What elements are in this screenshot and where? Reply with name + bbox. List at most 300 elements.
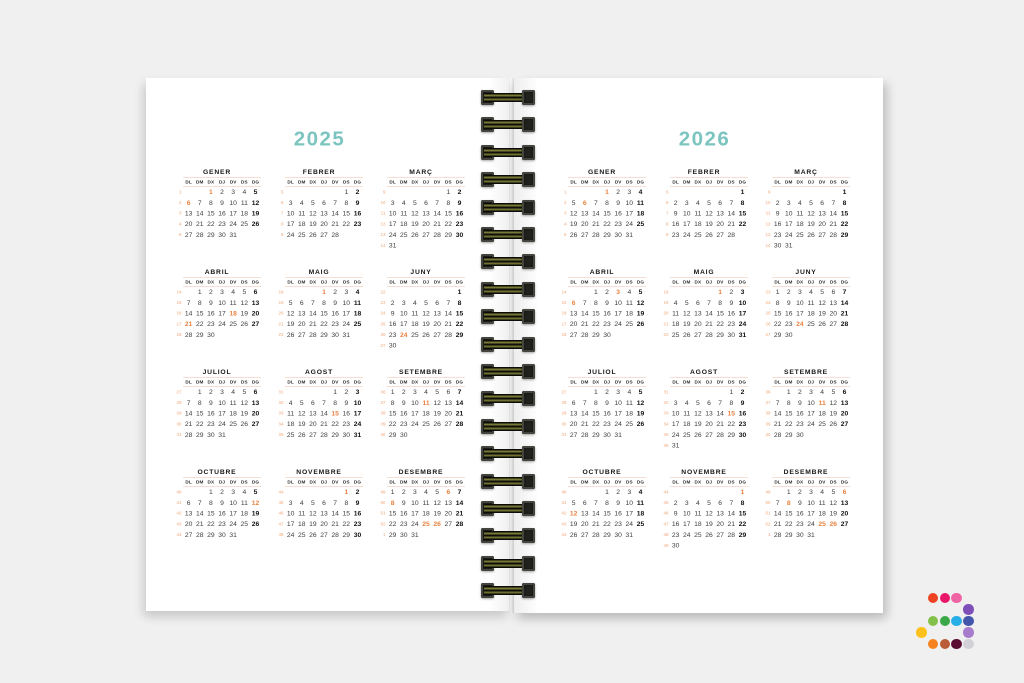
day-cell: 29	[331, 430, 339, 439]
calendar-week-row	[762, 240, 850, 251]
day-cell: 30	[399, 530, 408, 539]
day-cell: 14	[592, 509, 600, 517]
day-cell: 24	[796, 320, 804, 328]
week-number: 40	[176, 489, 182, 495]
day-cell: 25	[297, 530, 306, 539]
day-cell: 9	[797, 398, 802, 407]
weekday-label: DX	[694, 479, 702, 485]
week-number: 40	[380, 432, 386, 438]
week-number: 25	[380, 321, 386, 327]
day-cell: 7	[831, 198, 836, 207]
day-cell: 14	[195, 209, 204, 217]
day-cell: 20	[184, 520, 193, 528]
week-number: 5	[280, 189, 284, 195]
day-cell: 8	[390, 498, 395, 507]
day-cell: 17	[388, 220, 397, 228]
calendar-week-row	[762, 187, 850, 198]
calendar-week-row	[173, 397, 261, 408]
day-cell: 12	[829, 498, 838, 507]
day-cell: 2	[220, 488, 224, 496]
day-cell: 14	[580, 309, 589, 317]
calendar-week-row	[762, 329, 850, 340]
weekday-label: DJ	[807, 379, 815, 385]
weekday-label: DX	[592, 379, 600, 385]
calendar-week-row	[558, 187, 646, 198]
day-cell: 22	[195, 420, 204, 428]
day-cell: 19	[829, 409, 838, 417]
weekday-label: DX	[309, 479, 317, 485]
day-cell: 18	[807, 309, 815, 317]
day-cell: 28	[840, 320, 849, 328]
day-cell: 15	[784, 509, 793, 517]
day-cell: 16	[738, 409, 747, 417]
day-cell: 22	[592, 420, 600, 428]
day-cell: 12	[251, 498, 260, 507]
day-cell: 23	[603, 420, 611, 428]
week-number: 36	[663, 442, 669, 448]
weekday-label: DL	[570, 279, 577, 285]
day-cell: 24	[411, 420, 419, 428]
day-cell: 18	[240, 509, 249, 517]
calendar-week-row	[275, 487, 363, 498]
week-number: 43	[176, 521, 182, 527]
weekday-label: DV	[433, 179, 441, 185]
day-cell: 28	[592, 530, 600, 539]
weekday-label: DL	[389, 179, 396, 185]
weekday-label: DG	[353, 179, 362, 185]
weekday-header-row	[387, 478, 465, 486]
spiral-coil	[481, 474, 535, 489]
day-cell: 18	[422, 409, 430, 417]
calendar-week-row	[377, 408, 465, 419]
day-cell: 14	[184, 309, 193, 317]
weekday-label: DX	[309, 379, 317, 385]
weekday-label: DJ	[422, 279, 430, 285]
day-cell: 28	[716, 430, 724, 439]
day-cell: 17	[671, 420, 680, 428]
weekday-header-row	[772, 278, 850, 286]
week-number: 51	[765, 510, 771, 516]
week-number: 46	[278, 510, 284, 516]
weekday-label: DS	[625, 279, 633, 285]
weekday-label: DX	[411, 179, 419, 185]
day-cell: 23	[331, 320, 339, 328]
day-cell: 4	[231, 388, 236, 396]
coil-end-right	[522, 309, 535, 324]
day-cell: 15	[592, 309, 600, 317]
weekday-label: DM	[785, 379, 793, 385]
day-cell: 2	[616, 188, 621, 196]
week-number: 27	[561, 389, 567, 395]
weekday-label: DM	[581, 379, 589, 385]
day-cell: 16	[727, 309, 736, 317]
weekday-label: DJ	[603, 179, 611, 185]
day-cell: 23	[399, 420, 408, 428]
day-cell: 2	[797, 488, 802, 496]
mini-calendar-2025-febrer	[275, 168, 363, 240]
day-cell: 9	[605, 398, 609, 407]
day-cell: 17	[625, 509, 634, 517]
day-cell: 30	[331, 330, 339, 339]
week-number: 1	[178, 189, 182, 195]
weekday-header-row	[670, 378, 748, 386]
calendar-week-row	[173, 419, 261, 430]
coil-end-right	[522, 172, 535, 187]
spiral-coil	[481, 364, 535, 379]
day-cell: 2	[401, 388, 406, 396]
logo-dot-green	[940, 616, 951, 627]
calendar-week-row	[173, 508, 261, 519]
week-number: 42	[561, 510, 567, 516]
day-cell: 31	[625, 530, 634, 539]
day-cell: 3	[288, 498, 293, 507]
day-cell: 1	[740, 188, 745, 196]
day-cell: 24	[399, 330, 408, 339]
day-cell: 16	[331, 309, 339, 317]
day-cell: 20	[840, 509, 849, 517]
day-cell: 3	[231, 488, 236, 496]
day-cell: 29	[603, 230, 611, 239]
day-cell: 27	[309, 430, 317, 439]
calendar-week-row	[173, 208, 261, 219]
day-cell: 3	[809, 488, 813, 496]
day-cell: 21	[320, 420, 328, 428]
weekday-label: DS	[727, 179, 735, 185]
day-cell: 23	[218, 520, 226, 528]
weekday-label: DS	[829, 179, 837, 185]
calendar-week-row	[275, 219, 363, 230]
day-cell: 28	[184, 430, 193, 439]
month-name: MAIG	[308, 268, 330, 276]
day-cell: 23	[603, 320, 611, 328]
month-name: NOVEMBRE	[681, 468, 727, 476]
calendar-week-row	[558, 297, 646, 308]
day-cell: 30	[388, 341, 397, 350]
weekday-label: DV	[614, 279, 622, 285]
day-cell: 4	[809, 288, 813, 296]
weekday-label: DJ	[218, 379, 226, 385]
day-cell: 15	[207, 209, 215, 217]
calendar-week-row	[173, 329, 261, 340]
day-cell: 14	[195, 509, 204, 517]
day-cell: 28	[455, 420, 464, 428]
day-cell: 12	[411, 209, 419, 217]
day-cell: 9	[740, 398, 745, 407]
weekday-label: DV	[433, 279, 441, 285]
weekday-label: DX	[694, 179, 702, 185]
weekday-header-row	[772, 478, 850, 486]
day-cell: 25	[625, 320, 634, 328]
calendar-week-row	[173, 197, 261, 208]
day-cell: 5	[571, 198, 576, 207]
day-cell: 26	[433, 520, 441, 528]
day-cell: 5	[707, 498, 711, 507]
calendar-week-row	[377, 308, 465, 319]
weekday-label: DS	[625, 379, 633, 385]
year-title-left: 2025	[293, 127, 346, 150]
day-cell: 20	[309, 420, 317, 428]
day-cell: 28	[727, 230, 736, 239]
day-cell: 29	[195, 330, 204, 339]
day-cell: 11	[796, 209, 804, 217]
day-cell: 16	[671, 520, 680, 528]
mini-calendar-2025-juliol	[173, 368, 261, 440]
day-cell: 5	[638, 288, 643, 296]
weekday-label: DJ	[807, 279, 815, 285]
day-cell: 24	[388, 230, 397, 239]
day-cell: 26	[251, 220, 260, 228]
spiral-coil	[481, 583, 535, 598]
day-cell: 22	[603, 220, 611, 228]
calendar-week-row	[377, 397, 465, 408]
week-number: 24	[380, 310, 386, 316]
calendar-week-row	[762, 408, 850, 419]
day-cell: 22	[773, 320, 782, 328]
calendar-week-row	[173, 408, 261, 419]
week-number: 5	[665, 189, 669, 195]
day-cell: 5	[695, 398, 700, 407]
day-cell: 8	[390, 398, 395, 407]
day-cell: 9	[401, 398, 406, 407]
day-cell: 28	[195, 230, 204, 239]
calendar-week-row	[558, 319, 646, 330]
day-cell: 12	[636, 298, 645, 307]
weekday-header-row	[387, 378, 465, 386]
weekday-header-row	[183, 178, 261, 186]
day-cell: 12	[705, 209, 713, 217]
day-cell: 13	[320, 209, 328, 217]
day-cell: 16	[207, 309, 215, 317]
day-cell: 9	[220, 198, 224, 207]
day-cell: 29	[195, 430, 204, 439]
calendar-week-row	[558, 197, 646, 208]
day-cell: 25	[636, 520, 645, 528]
day-cell: 8	[333, 398, 338, 407]
day-cell: 10	[388, 209, 397, 217]
calendar-week-row	[660, 397, 748, 408]
day-cell: 10	[353, 398, 362, 407]
day-cell: 17	[286, 220, 295, 228]
day-cell: 6	[186, 498, 191, 507]
day-cell: 6	[424, 198, 428, 207]
day-cell: 16	[773, 220, 782, 228]
day-cell: 24	[682, 230, 691, 239]
calendar-week-row	[173, 297, 261, 308]
day-cell: 9	[729, 298, 734, 307]
day-cell: 19	[694, 420, 702, 428]
day-cell: 5	[310, 498, 315, 507]
week-number: 31	[663, 389, 669, 395]
day-cell: 10	[784, 209, 793, 217]
day-cell: 20	[569, 320, 578, 328]
day-cell: 19	[297, 420, 306, 428]
day-cell: 21	[829, 220, 838, 228]
day-cell: 14	[455, 498, 464, 507]
weekday-label: DL	[774, 279, 781, 285]
weekday-label: DM	[581, 279, 589, 285]
day-cell: 4	[242, 188, 247, 196]
week-number: 38	[765, 410, 771, 416]
day-cell: 24	[353, 420, 362, 428]
day-cell: 27	[184, 230, 193, 239]
weekday-label: DG	[251, 379, 260, 385]
calendar-week-row	[275, 208, 363, 219]
mini-calendar-2025-agost	[275, 368, 363, 440]
month-name: AGOST	[304, 368, 333, 376]
day-cell: 25	[411, 330, 419, 339]
calendar-week-row	[762, 387, 850, 398]
week-number: 7	[280, 210, 284, 216]
day-cell: 12	[240, 398, 249, 407]
spiral-coil	[481, 227, 535, 242]
weekday-label: DS	[444, 479, 452, 485]
day-cell: 27	[433, 330, 441, 339]
day-cell: 19	[818, 309, 826, 317]
day-cell: 10	[342, 298, 351, 307]
day-cell: 9	[390, 309, 395, 317]
day-cell: 5	[831, 388, 836, 396]
day-cell: 3	[344, 288, 349, 296]
month-name: JULIOL	[587, 368, 617, 376]
day-cell: 3	[412, 388, 417, 396]
day-cell: 24	[671, 430, 680, 439]
day-cell: 20	[580, 520, 589, 528]
calendar-week-row	[660, 408, 748, 419]
day-cell: 10	[286, 209, 295, 217]
day-cell: 20	[251, 309, 260, 317]
day-cell: 21	[705, 320, 713, 328]
coil-end-right	[522, 391, 535, 406]
day-cell: 5	[684, 298, 689, 307]
week-number: 28	[561, 400, 567, 406]
weekday-label: DM	[196, 279, 204, 285]
day-cell: 2	[355, 188, 360, 196]
calendar-week-row	[377, 287, 465, 298]
day-cell: 30	[796, 430, 804, 439]
weekday-header-row	[568, 278, 646, 286]
day-cell: 6	[571, 398, 576, 407]
mini-calendar-2026-setembre	[762, 368, 850, 440]
calendar-week-row	[660, 187, 748, 198]
week-number: 49	[380, 489, 386, 495]
week-number: 8	[280, 221, 284, 227]
week-number: 36	[765, 389, 771, 395]
day-cell: 11	[694, 509, 702, 517]
calendar-week-row	[660, 540, 748, 551]
day-cell: 26	[251, 520, 260, 528]
day-cell: 14	[320, 409, 328, 417]
day-cell: 10	[411, 398, 419, 407]
weekday-label: DJ	[705, 479, 713, 485]
day-cell: 7	[729, 198, 734, 207]
day-cell: 22	[727, 420, 736, 428]
day-cell: 11	[807, 298, 815, 307]
day-cell: 26	[309, 530, 317, 539]
day-cell: 5	[253, 188, 258, 196]
day-cell: 27	[818, 230, 826, 239]
day-cell: 17	[738, 309, 747, 317]
day-cell: 15	[773, 309, 782, 317]
day-cell: 14	[592, 209, 600, 217]
weekday-label: DG	[840, 479, 849, 485]
day-cell: 30	[218, 530, 226, 539]
day-cell: 23	[671, 230, 680, 239]
weekday-label: DS	[240, 379, 248, 385]
day-cell: 1	[718, 288, 723, 296]
weekday-header-row	[183, 478, 261, 486]
week-number: 16	[561, 310, 567, 316]
calendar-week-row	[377, 508, 465, 519]
calendar-week-row	[377, 419, 465, 430]
day-cell: 18	[636, 509, 645, 517]
day-cell: 5	[253, 488, 258, 496]
weekday-label: DL	[774, 379, 781, 385]
day-cell: 17	[342, 309, 351, 317]
day-cell: 9	[786, 298, 791, 307]
week-number: 15	[176, 300, 182, 306]
weekday-label: DX	[592, 479, 600, 485]
day-cell: 24	[614, 420, 622, 428]
day-cell: 18	[353, 309, 362, 317]
day-cell: 13	[422, 209, 430, 217]
weekday-label: DM	[400, 279, 408, 285]
day-cell: 27	[297, 330, 306, 339]
calendar-week-row	[173, 497, 261, 508]
day-cell: 31	[614, 430, 622, 439]
day-cell: 8	[729, 398, 734, 407]
day-cell: 5	[310, 198, 315, 207]
weekday-label: DM	[400, 379, 408, 385]
day-cell: 17	[229, 209, 237, 217]
day-cell: 15	[603, 209, 611, 217]
weekday-label: DJ	[422, 479, 430, 485]
weekday-label: DG	[636, 279, 645, 285]
weekday-label: DG	[738, 479, 747, 485]
calendar-week-row	[173, 387, 261, 398]
coil-end-right	[522, 90, 535, 105]
day-cell: 18	[240, 209, 249, 217]
calendar-week-row	[762, 319, 850, 330]
month-name: JUNY	[795, 268, 817, 276]
day-cell: 18	[694, 220, 702, 228]
weekday-header-row	[568, 178, 646, 186]
weekday-label: DL	[570, 479, 577, 485]
calendar-week-row	[173, 229, 261, 240]
weekday-label: DM	[298, 379, 306, 385]
day-cell: 21	[840, 309, 849, 317]
day-cell: 12	[240, 298, 249, 307]
month-name: SETEMBRE	[784, 368, 828, 376]
day-cell: 3	[616, 388, 621, 396]
day-cell: 16	[399, 509, 408, 517]
coil-end-right	[522, 528, 535, 543]
day-cell: 3	[220, 288, 224, 296]
weekday-label: DJ	[320, 379, 328, 385]
week-number: 25	[765, 310, 771, 316]
weekday-label: DS	[240, 179, 248, 185]
week-number: 51	[380, 510, 386, 516]
calendar-week-row	[275, 319, 363, 330]
weekday-label: DX	[207, 179, 215, 185]
day-cell: 22	[342, 220, 351, 228]
day-cell: 13	[297, 309, 306, 317]
week-number: 33	[278, 410, 284, 416]
day-cell: 20	[569, 420, 578, 428]
day-cell: 16	[218, 209, 226, 217]
day-cell: 27	[580, 530, 589, 539]
day-cell: 25	[682, 430, 691, 439]
day-cell: 21	[455, 409, 464, 417]
